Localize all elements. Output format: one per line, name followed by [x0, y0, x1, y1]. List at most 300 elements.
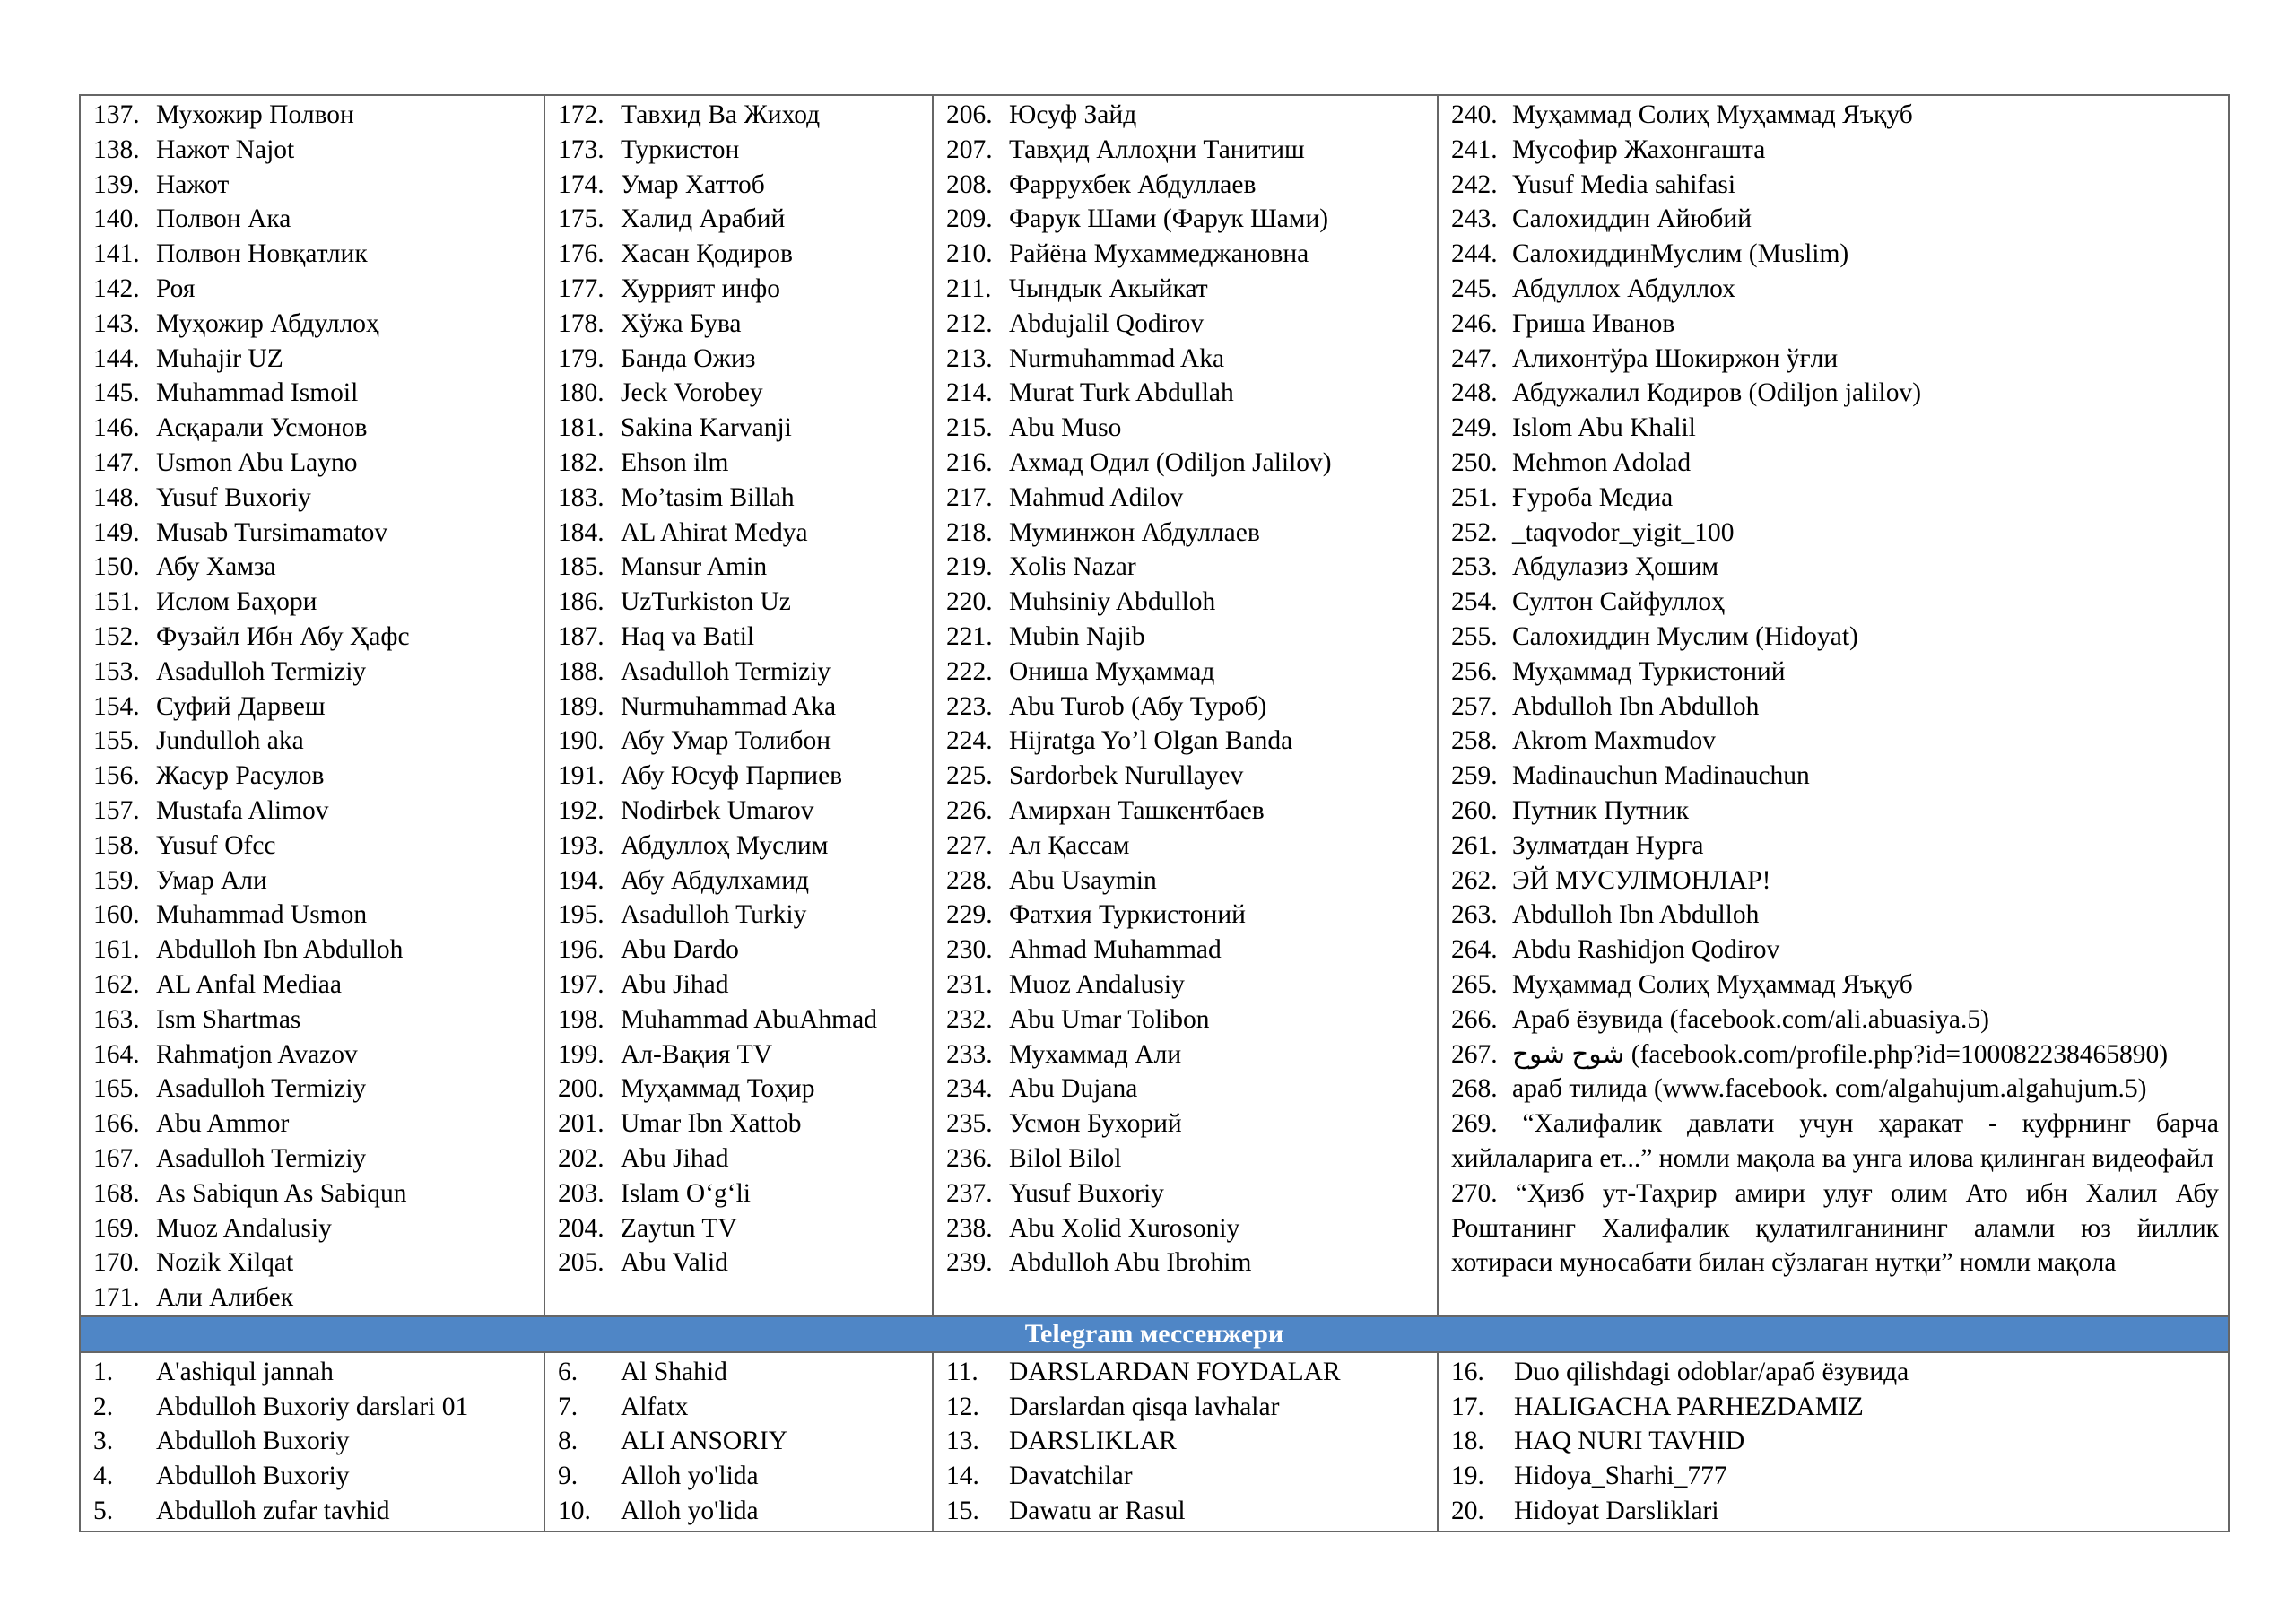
item-name: Нажот [156, 169, 230, 199]
list-item [1451, 1355, 2219, 1390]
list-item [1451, 1424, 2219, 1459]
list-item [946, 307, 1437, 342]
item-name: Muhammad Ismoil [156, 378, 359, 408]
item-name: Abdujalil Qodirov [1009, 308, 1205, 338]
list-item [93, 898, 544, 933]
item-name: Musab Tursimamatov [156, 517, 388, 547]
list-item [946, 168, 1437, 203]
list-column-4 [1439, 96, 2231, 1315]
item-number: 213. [946, 343, 993, 373]
item-number: 145. [93, 378, 140, 408]
item-number: 238. [946, 1213, 993, 1243]
item-name: Абу Хамза [156, 552, 276, 582]
list-item [558, 237, 932, 272]
list-item [558, 968, 932, 1002]
item-name: Хўжа Бува [621, 308, 742, 338]
item-name: Abu Xolid Xurosoniy [1009, 1213, 1240, 1243]
list-item [558, 898, 932, 933]
item-number: 188. [558, 656, 604, 686]
item-number: 245. [1451, 273, 1498, 303]
item-number: 13. [946, 1427, 979, 1456]
item-name: Asadulloh Turkiy [621, 900, 807, 930]
item-name: Islam O‘g‘li [621, 1178, 752, 1208]
item-name: Abu Dujana [1009, 1074, 1138, 1104]
list-item [558, 933, 932, 968]
list-column-4 [1439, 1353, 2231, 1531]
item-number: 140. [93, 204, 140, 234]
item-name: Фузайл Ибн Абу Ҳафс [156, 621, 410, 651]
item-name: Abu Dardo [621, 935, 739, 965]
item-name: Райёна Мухаммеджановна [1009, 239, 1309, 269]
item-number: 146. [93, 413, 140, 443]
item-name: Mansur Amin [621, 552, 768, 582]
list-item [93, 620, 544, 655]
item-number: 209. [946, 204, 993, 234]
item-number: 180. [558, 378, 604, 408]
item-name: Umar Ibn Xattob [621, 1109, 802, 1139]
item-name: Халид Арабий [621, 204, 786, 234]
list-item [558, 202, 932, 237]
list-item [946, 1459, 1437, 1494]
list-item [946, 550, 1437, 585]
item-name: ALI ANSORIY [621, 1427, 788, 1456]
item-number: 194. [558, 865, 604, 895]
item-number: 225. [946, 761, 993, 791]
list-item [558, 1037, 932, 1072]
list-item [1451, 968, 2219, 1002]
list-item [946, 98, 1437, 133]
item-number: 236. [946, 1143, 993, 1173]
item-number: 167. [93, 1143, 140, 1173]
item-name: Ism Shartmas [156, 1004, 301, 1034]
item-name: Darslardan qisqa lavhalar [1009, 1392, 1280, 1421]
item-name: Путник Путник [1512, 795, 1690, 825]
list-item [1451, 446, 2219, 481]
item-number: 234. [946, 1074, 993, 1104]
list-item [1451, 411, 2219, 446]
item-number: 14. [946, 1462, 979, 1491]
list-item [93, 481, 544, 516]
item-name: Abu Muso [1009, 413, 1122, 443]
list-item [93, 411, 544, 446]
item-name: Жасур Расулов [156, 761, 325, 791]
item-number: 171. [93, 1283, 140, 1313]
item-name: Rahmatjon Avazov [156, 1039, 358, 1069]
list-item [1451, 759, 2219, 794]
item-number: 218. [946, 517, 993, 547]
item-number: 1. [93, 1357, 114, 1386]
list-item [93, 272, 544, 307]
item-number: 176. [558, 239, 604, 269]
item-number: 258. [1451, 726, 1498, 756]
item-number: 163. [93, 1004, 140, 1034]
item-name: Madinauchun Madinauchun [1512, 761, 1810, 791]
item-name: UzTurkiston Uz [621, 587, 791, 617]
item-number: 192. [558, 795, 604, 825]
section-header-telegram: Telegram мессенжери [81, 1315, 2228, 1353]
item-number: 20. [1451, 1497, 1484, 1526]
item-number: 172. [558, 100, 604, 129]
list-item [93, 759, 544, 794]
list-item [558, 864, 932, 898]
list-item [558, 585, 932, 620]
list-item [1451, 655, 2219, 690]
item-name: Алихонтўра Шокиржон ўғли [1512, 343, 1839, 373]
item-number: 219. [946, 552, 993, 582]
list-column-1 [81, 96, 545, 1315]
list-item-269: 269. “Халифалик давлати учун ҳаракат - куфрнинг барча хийлаларига ет...” номли мақола ва унга илова қилинган видеофайл [1451, 1109, 2219, 1173]
list-item [946, 376, 1437, 411]
item-number: 211. [946, 273, 992, 303]
item-name: Mehmon Adolad [1512, 447, 1692, 477]
item-name: Alfatx [621, 1392, 689, 1421]
list-item [1451, 1037, 2219, 1072]
item-number: 223. [946, 691, 993, 721]
list-item [93, 1037, 544, 1072]
item-number: 224. [946, 726, 993, 756]
list-item [558, 1424, 932, 1459]
list-item [93, 516, 544, 551]
item-name: Abdu Rashidjon Qodirov [1512, 935, 1780, 965]
item-number: 204. [558, 1213, 604, 1243]
item-name: Ислом Баҳори [156, 587, 317, 617]
list-item [1451, 1390, 2219, 1425]
list-item [93, 1280, 544, 1315]
document-table [79, 94, 2230, 1532]
item-name: AL Anfal Mediaa [156, 969, 342, 999]
item-number: 189. [558, 691, 604, 721]
item-number: 229. [946, 900, 993, 930]
item-number: 203. [558, 1178, 604, 1208]
item-name: Абдуллох Абдуллох [1512, 273, 1735, 303]
item-number: 244. [1451, 239, 1498, 269]
item-name: Абдужалил Кодиров (Odiljon jalilov) [1512, 378, 1922, 408]
list-item [558, 829, 932, 864]
item-number: 179. [558, 343, 604, 373]
item-number: 175. [558, 204, 604, 234]
list-item [558, 1002, 932, 1037]
item-number: 138. [93, 135, 140, 164]
list-item [946, 342, 1437, 377]
list-column-3 [934, 96, 1439, 1315]
item-number: 5. [93, 1497, 114, 1526]
item-number: 243. [1451, 204, 1498, 234]
list-item [1451, 272, 2219, 307]
item-name: HALIGACHA PARHEZDAMIZ [1514, 1392, 1864, 1421]
list-item [93, 933, 544, 968]
item-name: Муҳаммад Солиҳ Муҳаммад Яъқуб [1512, 969, 1913, 999]
item-number: 155. [93, 726, 140, 756]
list-column-2 [545, 96, 934, 1315]
item-number: 202. [558, 1143, 604, 1173]
item-name: Ониша Муҳаммад [1009, 656, 1215, 686]
item-number: 217. [946, 482, 993, 512]
item-name: Mustafa Alimov [156, 795, 329, 825]
list-item [946, 1494, 1437, 1529]
facebook-accounts-grid [81, 96, 2228, 1315]
list-item [1451, 1494, 2219, 1529]
item-number: 147. [93, 447, 140, 477]
item-name: DARSLIKLAR [1009, 1427, 1177, 1456]
item-number: 193. [558, 830, 604, 860]
item-name: Yusuf Ofcc [156, 830, 276, 860]
item-number: 191. [558, 761, 604, 791]
item-number: 185. [558, 552, 604, 582]
item-number: 151. [93, 587, 140, 617]
item-name: Al Shahid [621, 1357, 727, 1386]
item-number: 252. [1451, 517, 1498, 547]
item-name: Yusuf Buxoriy [1009, 1178, 1164, 1208]
list-item [946, 724, 1437, 759]
item-name: Islom Abu Khalil [1512, 413, 1696, 443]
item-number: 169. [93, 1213, 140, 1243]
item-number: 264. [1451, 935, 1498, 965]
list-item [93, 376, 544, 411]
item-name: ЭЙ МУСУЛМОНЛАР! [1512, 865, 1771, 895]
item-number: 183. [558, 482, 604, 512]
item-name: Muoz Andalusiy [1009, 969, 1185, 999]
list-item [93, 446, 544, 481]
item-number: 152. [93, 621, 140, 651]
list-item [558, 98, 932, 133]
list-item [558, 690, 932, 725]
item-number: 242. [1451, 169, 1498, 199]
list-item [558, 516, 932, 551]
list-item [93, 1494, 544, 1529]
list-item [93, 864, 544, 898]
item-number: 181. [558, 413, 604, 443]
item-number: 6. [558, 1357, 578, 1386]
list-item [93, 202, 544, 237]
item-name: Abdulloh Ibn Abdulloh [1512, 900, 1760, 930]
item-name: Dawatu ar Rasul [1009, 1497, 1186, 1526]
list-item [558, 1176, 932, 1211]
item-name: Xolis Nazar [1009, 552, 1136, 582]
item-number: 260. [1451, 795, 1498, 825]
item-number: 233. [946, 1039, 993, 1069]
item-name: Asadulloh Termiziy [156, 656, 367, 686]
item-number: 247. [1451, 343, 1498, 373]
list-item [93, 1002, 544, 1037]
list-item [1451, 1072, 2219, 1107]
item-name: Sakina Karvanji [621, 413, 792, 443]
list-item [93, 1390, 544, 1425]
list-item [558, 794, 932, 829]
list-item [1451, 1459, 2219, 1494]
list-item [946, 829, 1437, 864]
item-number: 2. [93, 1392, 114, 1421]
list-item [93, 133, 544, 168]
list-item [946, 655, 1437, 690]
item-name: Араб ёзувида (facebook.com/ali.abuasiya.5) [1512, 1004, 1989, 1034]
item-number: 9. [558, 1462, 578, 1491]
item-name: Muoz Andalusiy [156, 1213, 332, 1243]
list-item [93, 1141, 544, 1176]
item-name: Гриша Иванов [1512, 308, 1675, 338]
item-name: Умар Али [156, 865, 267, 895]
item-name: Нажот Najot [156, 135, 295, 164]
list-item [558, 376, 932, 411]
item-name: Bilol Bilol [1009, 1143, 1122, 1173]
list-item [558, 1141, 932, 1176]
item-name: Abdulloh Buxoriy darslari 01 [156, 1392, 469, 1421]
list-item [946, 968, 1437, 1002]
item-name: Тавхид Ва Жиход [621, 100, 821, 129]
item-number: 226. [946, 795, 993, 825]
item-number: 168. [93, 1178, 140, 1208]
list-item [558, 550, 932, 585]
list-item [93, 1107, 544, 1141]
item-number: 4. [93, 1462, 114, 1491]
item-number: 197. [558, 969, 604, 999]
item-number: 190. [558, 726, 604, 756]
item-name: Mubin Najib [1009, 621, 1145, 651]
item-name: Jundulloh aka [156, 726, 304, 756]
list-item [558, 1245, 932, 1280]
list-item [93, 307, 544, 342]
item-number: 240. [1451, 100, 1498, 129]
item-number: 178. [558, 308, 604, 338]
list-item [93, 968, 544, 1002]
list-item [558, 1107, 932, 1141]
item-name: Abdulloh Buxoriy [156, 1462, 350, 1491]
item-number: 156. [93, 761, 140, 791]
list-item [1451, 133, 2219, 168]
item-number: 17. [1451, 1392, 1484, 1421]
item-number: 8. [558, 1427, 578, 1456]
list-item [946, 690, 1437, 725]
item-name: араб тилида (www.facebook. com/algahujum.algahujum.5) [1512, 1074, 2147, 1104]
list-item [93, 655, 544, 690]
item-number: 265. [1451, 969, 1498, 999]
item-number: 15. [946, 1497, 979, 1526]
item-name: Абу Абдулхамид [621, 865, 810, 895]
item-number: 143. [93, 308, 140, 338]
list-item [946, 1002, 1437, 1037]
list-item [558, 307, 932, 342]
item-name: Usmon Abu Layno [156, 447, 358, 477]
item-number: 158. [93, 830, 140, 860]
list-item [946, 1211, 1437, 1246]
list-item [558, 272, 932, 307]
item-number: 12. [946, 1392, 979, 1421]
item-number: 182. [558, 447, 604, 477]
list-item [93, 237, 544, 272]
item-number: 210. [946, 239, 993, 269]
list-item [1451, 620, 2219, 655]
list-item [1451, 481, 2219, 516]
item-number: 173. [558, 135, 604, 164]
list-item [946, 237, 1437, 272]
item-number: 162. [93, 969, 140, 999]
list-item [558, 342, 932, 377]
item-name: Асқарали Усмонов [156, 413, 368, 443]
list-item [1451, 168, 2219, 203]
item-number: 153. [93, 656, 140, 686]
item-name: Тавҳид Аллоҳни Танитиш [1009, 135, 1305, 164]
item-number: 177. [558, 273, 604, 303]
item-number: 228. [946, 865, 993, 895]
item-name: Nodirbek Umarov [621, 795, 814, 825]
item-number: 256. [1451, 656, 1498, 686]
list-item [558, 1355, 932, 1390]
item-name: Alloh yo'lida [621, 1462, 759, 1491]
item-number: 221. [946, 621, 993, 651]
item-name: Суфий Дарвеш [156, 691, 326, 721]
item-number: 10. [558, 1497, 591, 1526]
item-number: 201. [558, 1109, 604, 1139]
item-number: 227. [946, 830, 993, 860]
list-item [946, 1245, 1437, 1280]
item-number: 230. [946, 935, 993, 965]
list-item [946, 1390, 1437, 1425]
list-item [946, 1037, 1437, 1072]
item-name: Mo’tasim Billah [621, 482, 795, 512]
list-item [946, 759, 1437, 794]
item-number: 250. [1451, 447, 1498, 477]
item-number: 161. [93, 935, 140, 965]
item-name: Туркистон [621, 135, 740, 164]
item-number: 154. [93, 691, 140, 721]
item-number: 253. [1451, 552, 1498, 582]
item-name: Банда Ожиз [621, 343, 756, 373]
item-number: 212. [946, 308, 993, 338]
item-number: 235. [946, 1109, 993, 1139]
item-name: Mahmud Adilov [1009, 482, 1184, 512]
item-number: 208. [946, 169, 993, 199]
item-name: Muhammad Usmon [156, 900, 368, 930]
item-name: Akrom Maxmudov [1512, 726, 1716, 756]
item-name: Усмон Бухорий [1009, 1109, 1182, 1139]
item-name: As Sabiqun As Sabiqun [156, 1178, 407, 1208]
item-name: Юсуф Зайд [1009, 100, 1137, 129]
list-item [946, 133, 1437, 168]
item-number: 148. [93, 482, 140, 512]
item-name: Abu Valid [621, 1248, 728, 1278]
item-name: Мухаммад Али [1009, 1039, 1182, 1069]
item-name: Hidoyat Darsliklari [1514, 1497, 1719, 1526]
item-name: Abdulloh Ibn Abdulloh [156, 935, 404, 965]
item-name: Мухожир Полвон [156, 100, 354, 129]
item-name: Фаррухбек Абдуллаев [1009, 169, 1257, 199]
item-number: 215. [946, 413, 993, 443]
item-name: Asadulloh Termiziy [156, 1074, 367, 1104]
list-item [1451, 585, 2219, 620]
list-item [93, 1459, 544, 1494]
item-number: 232. [946, 1004, 993, 1034]
item-number: 184. [558, 517, 604, 547]
list-item [1451, 898, 2219, 933]
list-item [1451, 202, 2219, 237]
list-item [1451, 1002, 2219, 1037]
item-name: _taqvodor_yigit_100 [1512, 517, 1735, 547]
item-name: Муҳаммад Туркистоний [1512, 656, 1786, 686]
item-number: 7. [558, 1392, 578, 1421]
item-name: Yusuf Buxoriy [156, 482, 311, 512]
item-name: Zaytun TV [621, 1213, 737, 1243]
item-name: Abu Jihad [621, 1143, 729, 1173]
item-number: 142. [93, 273, 140, 303]
list-item [946, 1176, 1437, 1211]
item-name: Abdulloh Buxoriy [156, 1427, 350, 1456]
item-name: DARSLARDAN FOYDALAR [1009, 1357, 1341, 1386]
item-name: Али Алибек [156, 1283, 294, 1313]
list-item [946, 585, 1437, 620]
item-name: Abu Ammor [156, 1109, 290, 1139]
item-name: Муҳаммад Тоҳир [621, 1074, 815, 1104]
item-name: СалохиддинМуслим (Muslim) [1512, 239, 1849, 269]
list-item [1451, 307, 2219, 342]
